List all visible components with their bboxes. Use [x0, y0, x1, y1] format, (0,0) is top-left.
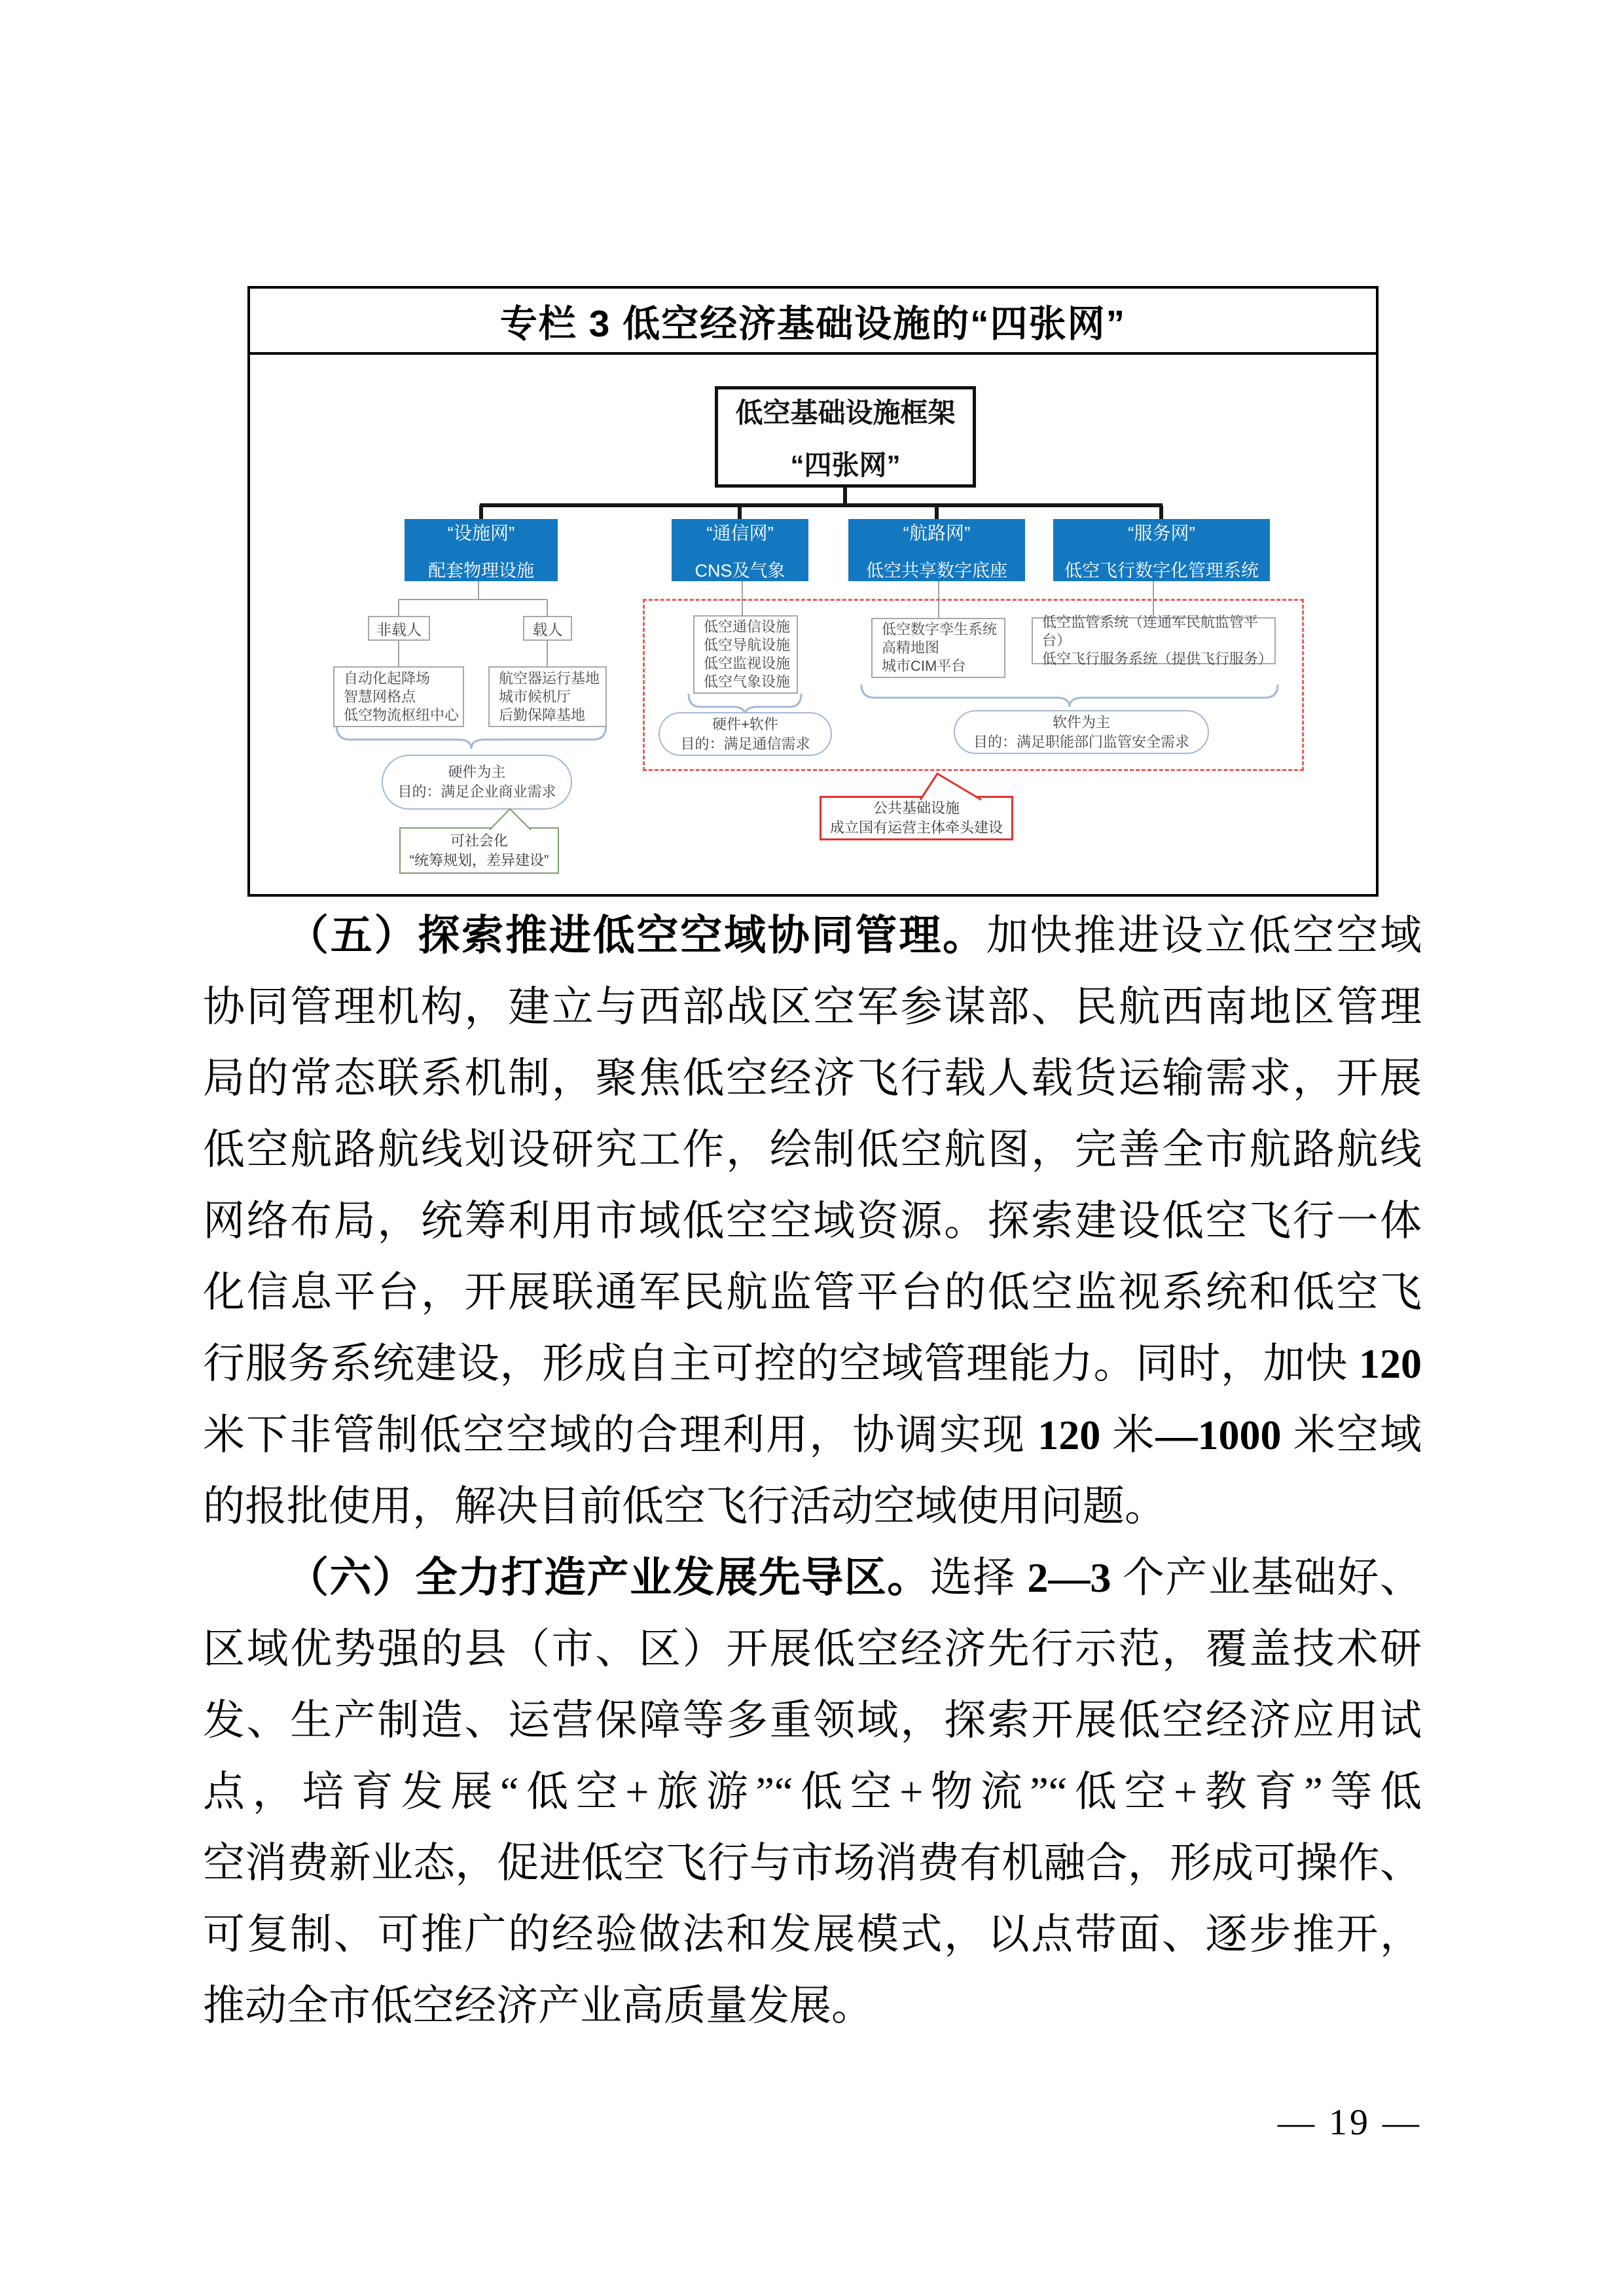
pill-line1: 硬件+软件 — [712, 715, 778, 732]
network-box-route — [848, 519, 1025, 581]
body-segment: 行服务系统建设，形成自主可控的空域管理能力。同时，加快 — [203, 1340, 1359, 1387]
leaf-route — [871, 618, 1005, 678]
pill-service — [954, 710, 1209, 754]
column3-panel — [247, 286, 1379, 897]
body-bold-segment: （六）全力打造产业发展先导区。 — [287, 1554, 930, 1601]
leaf-line: 低空飞行服务系统（提供飞行服务） — [1042, 651, 1273, 667]
body-segment: 低空航路航线划设研究工作，绘制低空航图，完善全市航路航线 — [203, 1126, 1422, 1173]
body-segment: 协同管理机构，建立与西部战区空军参谋部、民航西南地区管理 — [203, 984, 1422, 1030]
body-text-line — [203, 1185, 1422, 1257]
pill-line2: 目的：满足通信需求 — [680, 735, 810, 752]
leaf-line: 城市候机厅 — [499, 688, 571, 705]
network-desc: 低空飞行数字化管理系统 — [1064, 560, 1259, 581]
network-name: “设施网” — [447, 522, 515, 543]
leaf-line: 智慧网格点 — [344, 688, 416, 705]
body-segment: 加快推进设立低空空域 — [986, 912, 1422, 959]
body-segment: 区域优势强的县（市、区）开展低空经济先行示范，覆盖技术研 — [203, 1626, 1422, 1672]
leaf-line: 高精地图 — [882, 639, 940, 656]
leaf-service — [1032, 614, 1276, 667]
pill-line1: 软件为主 — [1052, 713, 1110, 730]
body-segment: 米空域 — [1281, 1412, 1422, 1458]
body-segment: 米下非管制低空空域的合理利用，协调实现 — [203, 1412, 1038, 1458]
leaf-unmanned — [333, 666, 464, 727]
body-segment: 化信息平台，开展联通军民航监管平台的低空监视系统和低空飞 — [203, 1269, 1422, 1316]
body-text-line — [203, 971, 1422, 1043]
network-box-comm — [672, 519, 808, 581]
network-desc: CNS及气象 — [695, 560, 785, 581]
network-box-service — [1053, 519, 1270, 581]
body-text-line — [203, 1328, 1422, 1399]
brace-facility — [336, 725, 606, 749]
body-bold-segment: 120 — [1359, 1340, 1422, 1387]
callout-line2: 成立国有运营主体牵头建设 — [829, 819, 1003, 836]
leaf-line: 低空通信设施 — [704, 619, 791, 635]
callout-line2: “统筹规划，差异建设” — [409, 852, 549, 869]
body-segment: 发、生产制造、运营保障等多重领域，探索开展低空经济应用试 — [203, 1697, 1422, 1744]
leaf-line: 低空数字孪生系统 — [882, 621, 998, 637]
root-line1: 低空基础设施框架 — [735, 397, 956, 428]
body-text-line — [203, 1114, 1422, 1185]
body-text-line — [203, 1827, 1422, 1899]
leaf-line: 低空物流枢纽中心 — [344, 706, 460, 723]
network-name: “航路网” — [903, 522, 971, 543]
body-bold-segment: —1000 — [1155, 1412, 1282, 1458]
leaf-line: 低空导航设施 — [704, 637, 791, 653]
network-name: “服务网” — [1128, 522, 1195, 543]
body-text-line — [203, 1899, 1422, 1970]
body-segment: 推动全市低空经济产业高质量发展。 — [203, 1982, 873, 2029]
leaf-line: 航空器运行基地 — [499, 670, 600, 687]
root-line2: “四张网” — [790, 449, 901, 480]
body-bold-segment: （五）探索推进低空空域协同管理。 — [287, 912, 986, 959]
body-text — [203, 900, 1422, 2041]
root-box — [715, 386, 976, 488]
body-segment: 米 — [1100, 1412, 1156, 1458]
pill-line1: 硬件为主 — [448, 764, 506, 780]
body-segment: 局的常态联系机制，聚焦低空经济飞行载人载货运输需求，开展 — [203, 1055, 1422, 1102]
body-text-line — [203, 1756, 1422, 1827]
callout-line1: 可社会化 — [450, 832, 508, 849]
network-desc: 配套物理设施 — [428, 560, 534, 581]
leaf-line: 后勤保障基地 — [499, 706, 586, 723]
page-number: — 19 — — [1278, 2102, 1422, 2143]
pill-facility — [382, 755, 572, 810]
public-infra-callout — [820, 796, 1013, 840]
body-bold-segment: 2—3 — [1027, 1554, 1111, 1601]
leaf-manned — [488, 666, 607, 727]
leaf-line: 城市CIM平台 — [882, 658, 966, 674]
social-callout — [399, 827, 559, 874]
body-segment: 网络布局，统筹利用市域低空空域资源。探索建设低空飞行一体 — [203, 1198, 1422, 1244]
body-segment: 的报批使用，解决目前低空飞行活动空域使用问题。 — [203, 1483, 1166, 1530]
panel-title: 专栏 3 低空经济基础设施的“四张网” — [250, 289, 1376, 355]
body-text-line — [203, 1613, 1422, 1685]
manned-box: 载人 — [523, 616, 572, 641]
body-text-line — [203, 1471, 1422, 1542]
network-box-facility — [405, 519, 558, 581]
pill-comm — [659, 712, 832, 756]
leaf-line: 自动化起降场 — [344, 670, 431, 687]
network-name: “通信网” — [706, 522, 774, 543]
leaf-line: 低空气象设施 — [704, 673, 791, 690]
body-bold-segment: 120 — [1038, 1412, 1101, 1458]
body-text-line — [203, 1542, 1422, 1613]
body-text-line — [203, 1970, 1422, 2041]
unmanned-box: 非载人 — [368, 616, 430, 641]
four-networks-diagram — [250, 355, 1376, 891]
body-segment: 可复制、可推广的经验做法和发展模式，以点带面、逐步推开， — [203, 1911, 1422, 1958]
callout-line1: 公共基础设施 — [873, 800, 960, 816]
network-desc: 低空共享数字底座 — [866, 560, 1007, 581]
leaf-comm — [693, 615, 798, 694]
body-segment: 个产业基础好、 — [1111, 1554, 1422, 1601]
body-segment: 空消费新业态，促进低空飞行与市场消费有机融合，形成可操作、 — [203, 1840, 1422, 1886]
body-text-line — [203, 1043, 1422, 1114]
pill-line2: 目的：满足企业商业需求 — [397, 783, 556, 800]
body-text-line — [203, 900, 1422, 971]
body-text-line — [203, 1399, 1422, 1471]
body-text-line — [203, 1685, 1422, 1756]
leaf-line: 低空监管系统（连通军民航监管平台） — [1042, 614, 1259, 649]
body-segment: 点，培育发展“低空+旅游”“低空+物流”“低空+教育”等低 — [203, 1768, 1422, 1815]
leaf-line: 低空监视设施 — [704, 655, 791, 672]
body-segment: 选择 — [929, 1554, 1028, 1601]
body-text-line — [203, 1257, 1422, 1328]
pill-line2: 目的：满足职能部门监管安全需求 — [973, 733, 1189, 750]
